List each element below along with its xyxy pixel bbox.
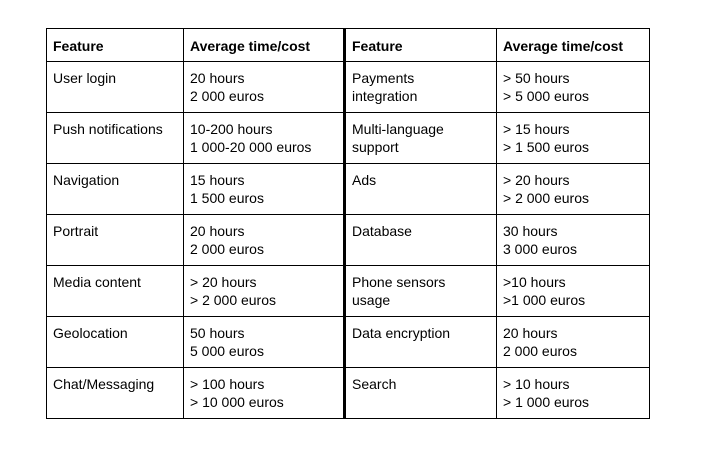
cell-text-line: Navigation	[53, 172, 120, 188]
table-row	[47, 368, 650, 419]
feature-cost-table	[46, 28, 650, 419]
cell-text-line: 1 000-20 000 euros	[190, 139, 312, 155]
table-row	[47, 215, 650, 266]
cell-text-line: > 15 hours	[503, 121, 570, 137]
cell-text-line: 3 000 euros	[503, 241, 577, 257]
feature-cell-left	[47, 368, 184, 419]
cost-cell-left	[184, 113, 345, 164]
cell-text-line: 2 000 euros	[190, 88, 264, 104]
table-row	[47, 164, 650, 215]
cell-text-line: > 2 000 euros	[503, 190, 590, 206]
cell-text-line: 1 500 euros	[190, 190, 264, 206]
header-cost-left: Average time/cost	[184, 29, 345, 62]
cost-cell-left	[184, 62, 345, 113]
cell-text-line: Geolocation	[53, 325, 128, 341]
cell-text-line: >1 000 euros	[503, 292, 586, 308]
cost-cell-right	[497, 113, 650, 164]
cell-text-line: > 100 hours	[190, 376, 265, 392]
cost-cell-left	[184, 317, 345, 368]
feature-cell-right	[345, 62, 497, 113]
cell-text-line: > 20 hours	[503, 172, 570, 188]
feature-cell-right	[345, 164, 497, 215]
cell-text-line: Payments	[352, 70, 415, 86]
cell-text-line: Database	[352, 223, 412, 239]
header-feature-right: Feature	[345, 29, 497, 62]
feature-cell-left	[47, 164, 184, 215]
cost-cell-right	[497, 164, 650, 215]
feature-cell-left	[47, 317, 184, 368]
feature-cell-left	[47, 62, 184, 113]
cost-cell-left	[184, 368, 345, 419]
cell-text-line: Search	[352, 376, 397, 392]
cell-text-line: > 1 500 euros	[503, 139, 590, 155]
cell-text-line: > 20 hours	[190, 274, 257, 290]
cell-text-line: support	[352, 139, 399, 155]
cell-text-line: > 5 000 euros	[503, 88, 590, 104]
cell-text-line: 20 hours	[503, 325, 558, 341]
table-header-row	[47, 29, 650, 62]
cost-cell-right	[497, 215, 650, 266]
cell-text-line: 5 000 euros	[190, 343, 264, 359]
cell-text-line: Push notifications	[53, 121, 163, 137]
cell-text-line: 2 000 euros	[190, 241, 264, 257]
cost-cell-left	[184, 164, 345, 215]
header-feature-left: Feature	[47, 29, 184, 62]
feature-cell-right	[345, 266, 497, 317]
feature-cell-left	[47, 215, 184, 266]
cell-text-line: Multi-language	[352, 121, 444, 137]
feature-cell-left	[47, 113, 184, 164]
cell-text-line: 2 000 euros	[503, 343, 577, 359]
table-body	[47, 62, 650, 419]
cost-cell-right	[497, 266, 650, 317]
cell-text-line: > 10 hours	[503, 376, 570, 392]
cell-text-line: > 10 000 euros	[190, 394, 284, 410]
table-row	[47, 266, 650, 317]
cell-text-line: usage	[352, 292, 391, 308]
header-cost-right: Average time/cost	[497, 29, 650, 62]
cost-cell-left	[184, 266, 345, 317]
cost-cell-left	[184, 215, 345, 266]
feature-cell-right	[345, 113, 497, 164]
cell-text-line: 30 hours	[503, 223, 558, 239]
cell-text-line: > 2 000 euros	[190, 292, 277, 308]
feature-cell-right	[345, 215, 497, 266]
table-row	[47, 113, 650, 164]
cell-text-line: Media content	[53, 274, 141, 290]
cell-text-line: 10-200 hours	[190, 121, 273, 137]
feature-cell-right	[345, 368, 497, 419]
feature-cell-left	[47, 266, 184, 317]
cell-text-line: Data encryption	[352, 325, 451, 341]
cell-text-line: > 1 000 euros	[503, 394, 590, 410]
cell-text-line: > 50 hours	[503, 70, 570, 86]
table-row	[47, 62, 650, 113]
cell-text-line: User login	[53, 70, 117, 86]
cell-text-line: Phone sensors	[352, 274, 446, 290]
cost-cell-right	[497, 317, 650, 368]
cell-text-line: 20 hours	[190, 223, 245, 239]
cell-text-line: 15 hours	[190, 172, 245, 188]
cell-text-line: Ads	[352, 172, 377, 188]
cell-text-line: >10 hours	[503, 274, 566, 290]
cost-cell-right	[497, 368, 650, 419]
cell-text-line: Portrait	[53, 223, 99, 239]
feature-cell-right	[345, 317, 497, 368]
cell-text-line: 20 hours	[190, 70, 245, 86]
cell-text-line: 50 hours	[190, 325, 245, 341]
cost-cell-right	[497, 62, 650, 113]
cell-text-line: integration	[352, 88, 418, 104]
table-row	[47, 317, 650, 368]
cell-text-line: Chat/Messaging	[53, 376, 155, 392]
